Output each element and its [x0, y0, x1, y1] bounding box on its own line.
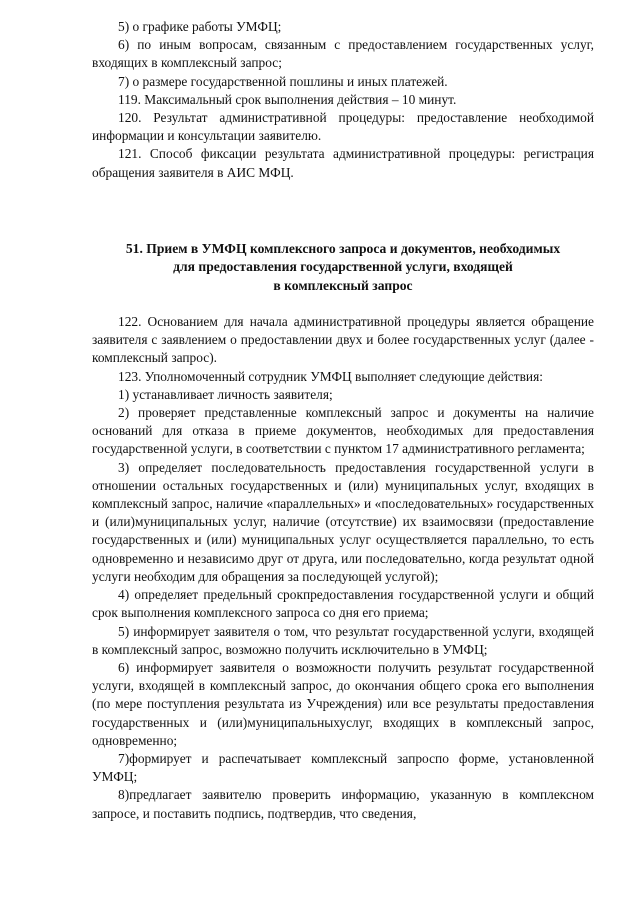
paragraph-123: 123. Уполномоченный сотрудник УМФЦ выполняет следующие действия: [118, 368, 543, 384]
heading-line-3: в комплексный запрос [273, 277, 413, 293]
list-item-6-inform-possibility: 6) информирует заявителя о возможности получить результат государственной услуги, входящей в комплексный запрос, до окончания общего срока его выполнения (по мере поступления результата из Учреждения) или все результаты предоставления государственных и (или)муниципальныхуслуг, входящих в комплексный запрос, одновременно; [92, 659, 594, 748]
paragraph-item-6-other-questions: 6) по иным вопросам, связанным с предоставлением государственных услуг, входящих в комплексный запрос; [92, 37, 594, 71]
list-item-3-sequence: 3) определяет последовательность предоставления государственной услуги в отношении остальных государственных и (или) муниципальных услуг, входящих в комплексный запрос, наличие «параллельных» и «последовательных» государственных и (или)муниципальных услуг, наличие (отсутствие) их взаимосвязи (предоставление государственных и (или) муниципальных услуг осуществляется параллельно, то есть одновременно и независимо друг от друга, или последовательно, когда результат одной услуги необходим для обращения за последующей услугой); [92, 459, 594, 584]
list-item-4-deadline: 4) определяет предельный срокпредоставления государственной услуги и общий срок выполнения комплексного запроса со дня его приема; [92, 587, 594, 621]
list-item-5-inform-result: 5) информирует заявителя о том, что результат государственной услуги, входящей в комплексный запрос, возможно получить исключительно в УМФЦ; [92, 623, 594, 657]
paragraph-119: 119. Максимальный срок выполнения действия – 10 минут. [118, 91, 457, 107]
paragraph-121: 121. Способ фиксации результата административной процедуры: регистрация обращения заявителя в АИС МФЦ. [92, 146, 594, 180]
paragraph-120: 120. Результат административной процедуры: предоставление необходимой информации и консультации заявителю. [92, 110, 594, 144]
section-heading [92, 240, 594, 295]
heading-spacer [92, 295, 594, 313]
heading-line-1: 51. Прием в УМФЦ комплексного запроса и документов, необходимых [125, 240, 561, 256]
section-spacer [92, 182, 594, 240]
list-item-8-verify-sign: 8)предлагает заявителю проверить информацию, указанную в комплексном запросе, и поставить подпись, подтвердив, что сведения, [92, 787, 594, 821]
paragraph-122: 122. Основанием для начала административной процедуры является обращение заявителя с заявлением о предоставлении двух и более государственных услуг (далее - комплексный запрос). [92, 314, 594, 366]
paragraph-item-7-fees: 7) о размере государственной пошлины и иных платежей. [118, 73, 448, 89]
list-item-2-check-documents: 2) проверяет представленные комплексный запрос и документы на наличие оснований для отказа в приеме документов, необходимых для предоставления государственной услуги, в соответствии с пунктом 17 административного регламента; [92, 405, 594, 457]
paragraph-item-5-schedule: 5) о графике работы УМФЦ; [118, 19, 282, 34]
list-item-7-form-request: 7)формирует и распечатывает комплексный запроспо форме, установленной УМФЦ; [92, 750, 594, 785]
heading-line-2: для предоставления государственной услуги, входящей [173, 259, 513, 275]
list-item-1-identity: 1) устанавливает личность заявителя; [118, 386, 333, 402]
